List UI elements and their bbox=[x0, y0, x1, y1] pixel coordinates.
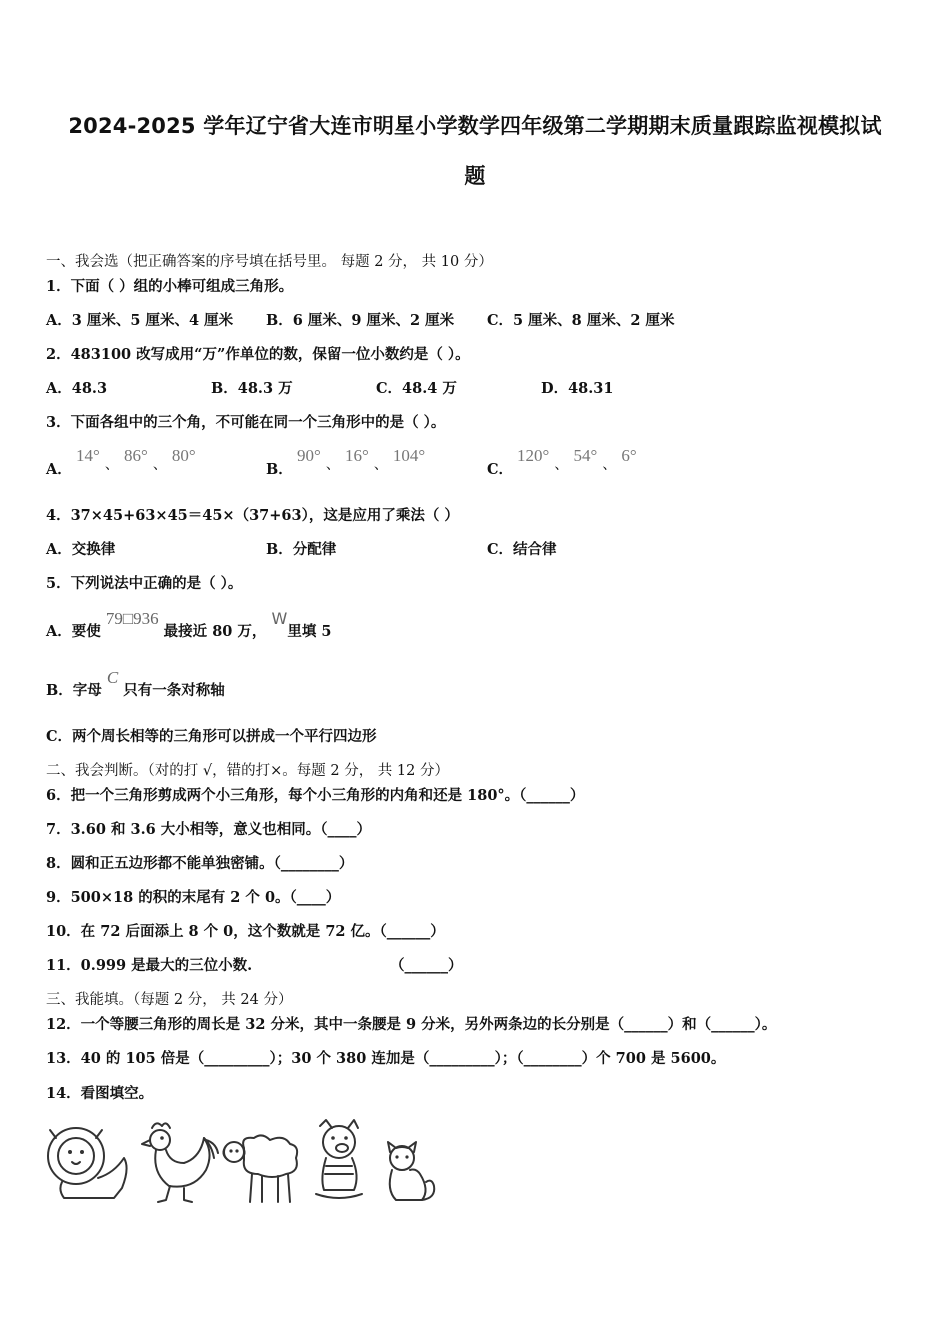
pig-icon bbox=[316, 1120, 362, 1198]
q12: 12．一个等腰三角形的周长是 32 分米，其中一条腰是 9 分米，另外两条边的长分别是（______）和（______）。 bbox=[46, 1016, 777, 1033]
q5-option-a-number: 79□936 bbox=[105, 609, 159, 628]
q3-option-a-label: A． bbox=[46, 461, 72, 478]
q9: 9．500×18 的积的末尾有 2 个 0。（____） bbox=[46, 889, 341, 906]
angle-value: 6° bbox=[621, 446, 637, 465]
angle-value: 86° bbox=[123, 446, 148, 465]
q3-option-c bbox=[487, 460, 513, 480]
separator: 、 bbox=[373, 457, 388, 473]
q2-option-d: D．48.31 bbox=[541, 380, 614, 397]
animal-illustrations bbox=[44, 1118, 444, 1208]
q5-option-a-variable: W bbox=[271, 609, 288, 628]
q1-option-b: B．6 厘米、9 厘米、2 厘米 bbox=[266, 312, 455, 329]
q14: 14．看图填空。 bbox=[46, 1085, 154, 1102]
q4-option-a: A．交换律 bbox=[46, 541, 116, 558]
q3-option-a bbox=[46, 460, 72, 480]
cat-icon bbox=[388, 1142, 434, 1200]
q5-option-b-suffix: 只有一条对称轴 bbox=[123, 682, 225, 699]
q3-option-a-angles bbox=[76, 446, 196, 473]
page-title: 2024-2025 学年辽宁省大连市明星小学数学四年级第二学期期末质量跟踪监视模拟试 bbox=[68, 114, 882, 138]
q5-option-b-prefix: B．字母 bbox=[46, 682, 102, 699]
q2-stem: 2．483100 改写成用“万”作单位的数，保留一位小数约是（ ）。 bbox=[46, 346, 470, 363]
separator: 、 bbox=[325, 457, 340, 473]
lion-icon bbox=[48, 1128, 127, 1198]
q1-stem: 1．下面（ ）组的小棒可组成三角形。 bbox=[46, 278, 294, 295]
angle-value: 14° bbox=[76, 446, 100, 465]
q5-option-a-prefix: A．要使 bbox=[46, 623, 101, 640]
rooster-icon bbox=[142, 1123, 218, 1202]
q3-option-b bbox=[266, 460, 293, 480]
q1-option-a: A．3 厘米、5 厘米、4 厘米 bbox=[46, 312, 234, 329]
q5-stem: 5．下列说法中正确的是（ ）。 bbox=[46, 575, 243, 592]
section2-heading: 二、我会判断。（对的打 √，错的打×。每题 2 分， 共 12 分） bbox=[46, 763, 449, 779]
separator: 、 bbox=[104, 457, 119, 473]
angle-value: 120° bbox=[517, 446, 550, 465]
page-title-cont: 题 bbox=[464, 164, 486, 188]
q3-option-c-angles bbox=[517, 446, 637, 473]
separator: 、 bbox=[602, 457, 617, 473]
q2-option-c: C．48.4 万 bbox=[376, 380, 457, 397]
q7: 7．3.60 和 3.6 大小相等，意义也相同。（____） bbox=[46, 821, 372, 838]
sheep-icon bbox=[223, 1135, 297, 1202]
q3-option-c-label: C． bbox=[487, 461, 514, 478]
q11-answer-blank: （______） bbox=[390, 957, 463, 974]
q2-option-b: B．48.3 万 bbox=[211, 380, 293, 397]
angle-value: 104° bbox=[392, 446, 426, 465]
separator: 、 bbox=[554, 457, 569, 473]
q8: 8．圆和正五边形都不能单独密铺。（________） bbox=[46, 855, 354, 872]
angle-value: 54° bbox=[573, 446, 598, 465]
q10: 10．在 72 后面添上 8 个 0，这个数就是 72 亿。（______） bbox=[46, 923, 445, 940]
q5-option-a-middle: 最接近 80 万， bbox=[163, 623, 267, 640]
q5-option-b bbox=[46, 668, 225, 701]
q4-stem: 4．37×45+63×45＝45×（37+63），这是应用了乘法（ ） bbox=[46, 507, 459, 524]
q1-option-c: C．5 厘米、8 厘米、2 厘米 bbox=[487, 312, 675, 329]
angle-value: 80° bbox=[171, 446, 196, 465]
section1-heading: 一、我会选（把正确答案的序号填在括号里。 每题 2 分， 共 10 分） bbox=[46, 254, 493, 270]
angle-value: 90° bbox=[297, 446, 321, 465]
q6: 6．把一个三角形剪成两个小三角形，每个小三角形的内角和还是 180°。（______） bbox=[46, 787, 585, 804]
q3-stem: 3．下面各组中的三个角，不可能在同一个三角形中的是（ ）。 bbox=[46, 414, 446, 431]
angle-value: 16° bbox=[344, 446, 369, 465]
q2-option-a: A．48.3 bbox=[46, 380, 108, 397]
q11: 11．0.999 是最大的三位小数. bbox=[46, 957, 253, 974]
q4-option-c: C．结合律 bbox=[487, 541, 557, 558]
section3-heading: 三、我能填。（每题 2 分， 共 24 分） bbox=[46, 992, 293, 1008]
q5-option-c: C．两个周长相等的三角形可以拼成一个平行四边形 bbox=[46, 728, 377, 745]
q5-option-b-letter: C bbox=[106, 668, 119, 687]
q3-option-b-label: B． bbox=[266, 461, 293, 478]
q13: 13．40 的 105 倍是（_________）；30 个 380 连加是（_________）；（________）个 700 是 5600。 bbox=[46, 1050, 726, 1067]
q5-option-a bbox=[46, 609, 332, 642]
separator: 、 bbox=[152, 457, 167, 473]
q5-option-a-suffix: 里填 5 bbox=[287, 623, 332, 640]
q3-option-b-angles bbox=[297, 446, 426, 473]
q4-option-b: B．分配律 bbox=[266, 541, 337, 558]
